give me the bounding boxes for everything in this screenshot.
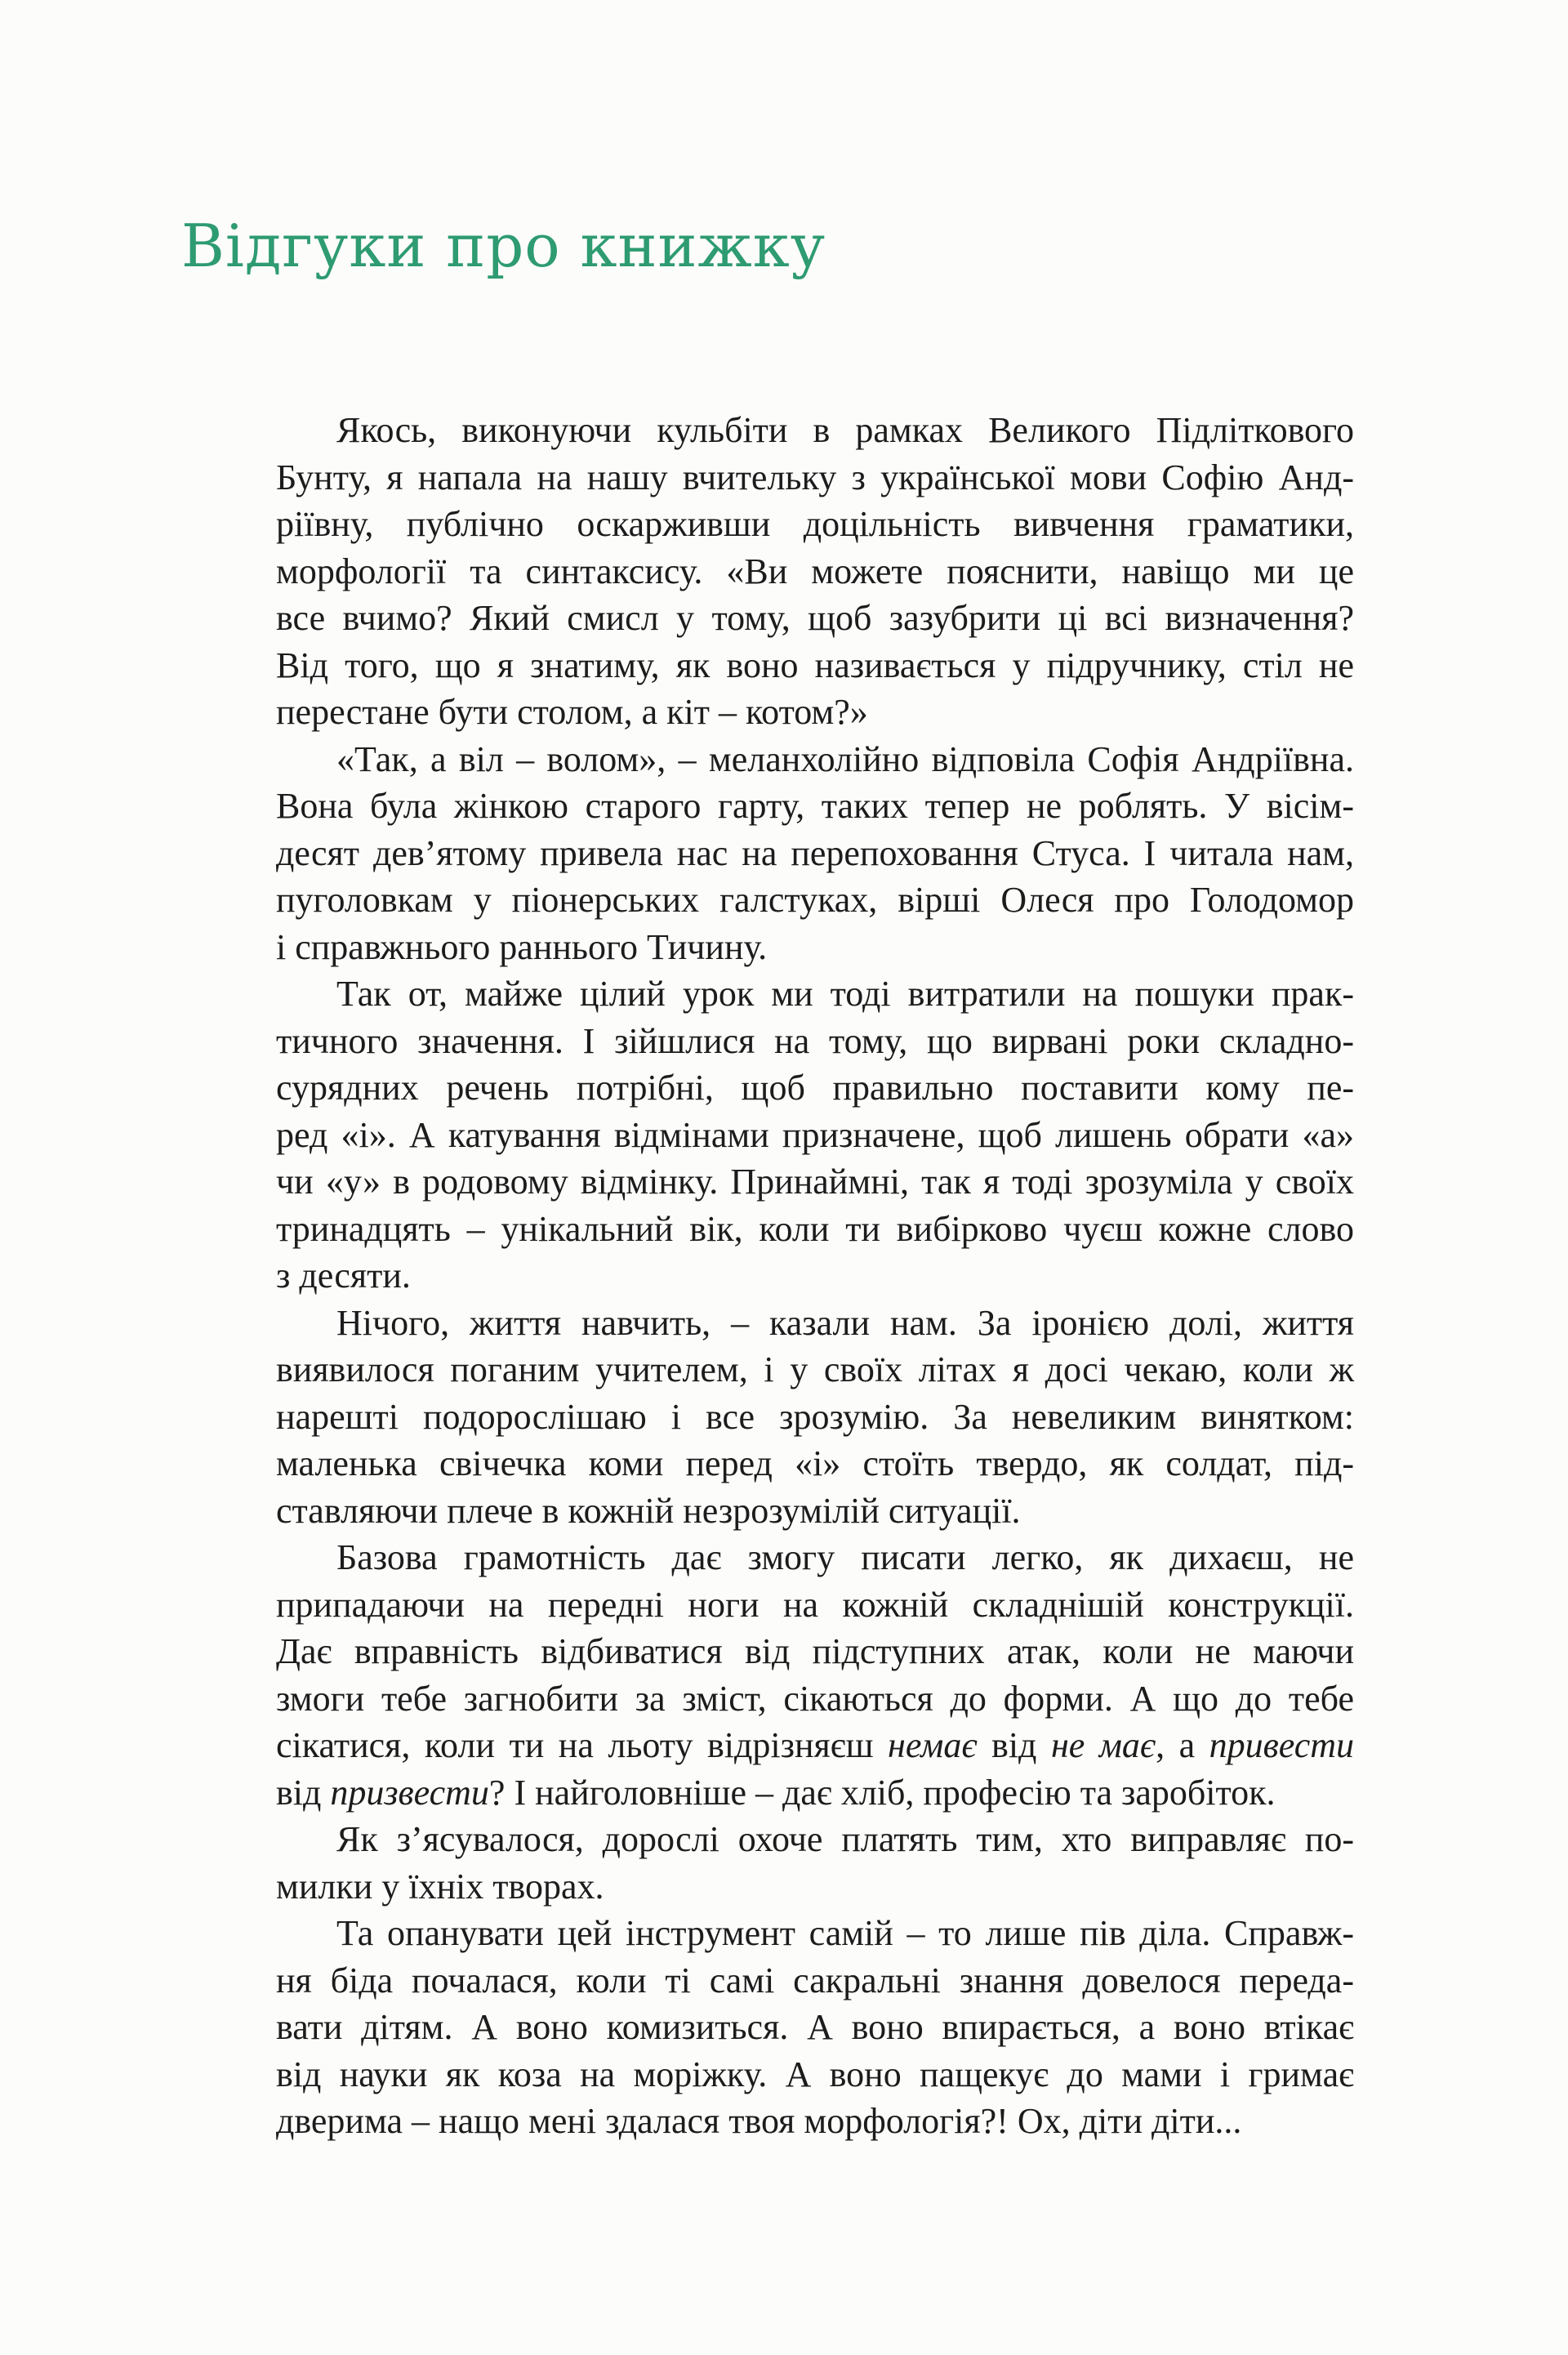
text-line: Базова грамотність дає змогу писати легко, як дихаєш, не: [336, 1537, 1354, 1577]
text-line: припадаючи на передні ноги на кожній складнішій конструкції.: [276, 1584, 1354, 1625]
text-line: Дає вправність відбиватися від підступних атак, коли не маючи: [276, 1631, 1354, 1671]
body-text: [276, 407, 1354, 2145]
text-line: ред «і». А катування відмінами призначене, щоб лишень обрати «а»: [276, 1114, 1354, 1155]
text-line: змоги тебе загнобити за зміст, сікаються до форми. А що до тебе: [276, 1678, 1354, 1719]
text-line: чи «у» в родовому відмінку. Принаймні, так я тоді зрозуміла у своїх: [276, 1162, 1354, 1202]
text-line: пуголовкам у піонерських галстуках, вірші Олеся про Голодомор: [276, 880, 1354, 920]
page-title: Відгуки про книжку: [181, 212, 826, 280]
text-line: з десяти.: [276, 1256, 411, 1296]
text-line: тринадцять – унікальний вік, коли ти вибірково чуєш кожне слово: [276, 1208, 1354, 1249]
text-line: ріївну, публічно оскарживши доцільність вивчення граматики,: [276, 504, 1354, 544]
text-line: Так от, майже цілий урок ми тоді витратили на пошуки прак-: [336, 974, 1354, 1014]
text-line: Як з’ясувалося, дорослі охоче платять тим, хто виправляє по-: [336, 1819, 1354, 1859]
text-line: ставляючи плече в кожній незрозумілій ситуації.: [276, 1490, 1021, 1531]
text-line: маленька свічечка коми перед «і» стоїть твердо, як солдат, під-: [276, 1443, 1354, 1483]
text-line: тичного значення. І зійшлися на тому, що вирвані роки складно-: [276, 1020, 1354, 1061]
text-line: вати дітям. А воно комизиться. А воно впирається, а воно втікає: [276, 2007, 1354, 2047]
text-line: все вчимо? Який смисл у тому, щоб зазубрити ці всі визначення?: [276, 598, 1354, 638]
text-line: Вона була жінкою старого гарту, таких тепер не роблять. У вісім-: [276, 786, 1354, 826]
text-line: Нічого, життя навчить, – казали нам. За іронією долі, життя: [336, 1302, 1354, 1343]
text-line: Бунту, я напала на нашу вчительку з української мови Софію Анд-: [276, 457, 1354, 497]
text-line: десят дев’ятому привела нас на перепоховання Стуса. І читала нам,: [276, 832, 1354, 873]
text-line: і справжнього раннього Тичину.: [276, 926, 768, 967]
text-line: від науки як коза на моріжку. А воно пащекує до мами і гримає: [276, 2054, 1354, 2094]
text-line: сурядних речень потрібні, щоб правильно поставити кому пе-: [276, 1068, 1354, 1108]
text-line: морфології та синтаксису. «Ви можете пояснити, навіщо ми це: [276, 551, 1354, 591]
text-line: милки у їхніх творах.: [276, 1866, 604, 1907]
text-line: Якось, виконуючи кульбіти в рамках Великого Підліткового: [336, 410, 1354, 450]
text-line: виявилося поганим учителем, і у своїх літах я досі чекаю, коли ж: [276, 1349, 1354, 1389]
text-line: перестане бути столом, а кіт – котом?»: [276, 692, 868, 732]
text-line: дверима – нащо мені здалася твоя морфологія?! Ох, діти діти...: [276, 2101, 1242, 2141]
text-line: нарешті подорослішаю і все зрозумію. За невеликим винятком:: [276, 1396, 1354, 1437]
text-line: ня біда почалася, коли ті самі сакральні знання довелося переда-: [276, 1960, 1354, 2000]
text-line: від призвести? І найголовніше – дає хліб, професію та заробіток.: [276, 1772, 1276, 1813]
text-line: Від того, що я знатиму, як воно називається у підручнику, стіл не: [276, 645, 1354, 685]
text-line: Та опанувати цей інструмент самій – то лише пів діла. Справж-: [336, 1913, 1354, 1953]
text-line: «Так, а віл – волом», – меланхолійно відповіла Софія Андріївна.: [336, 738, 1354, 779]
text-line: сікатися, коли ти на льоту відрізняєш немає від не має, а привести: [276, 1725, 1355, 1765]
